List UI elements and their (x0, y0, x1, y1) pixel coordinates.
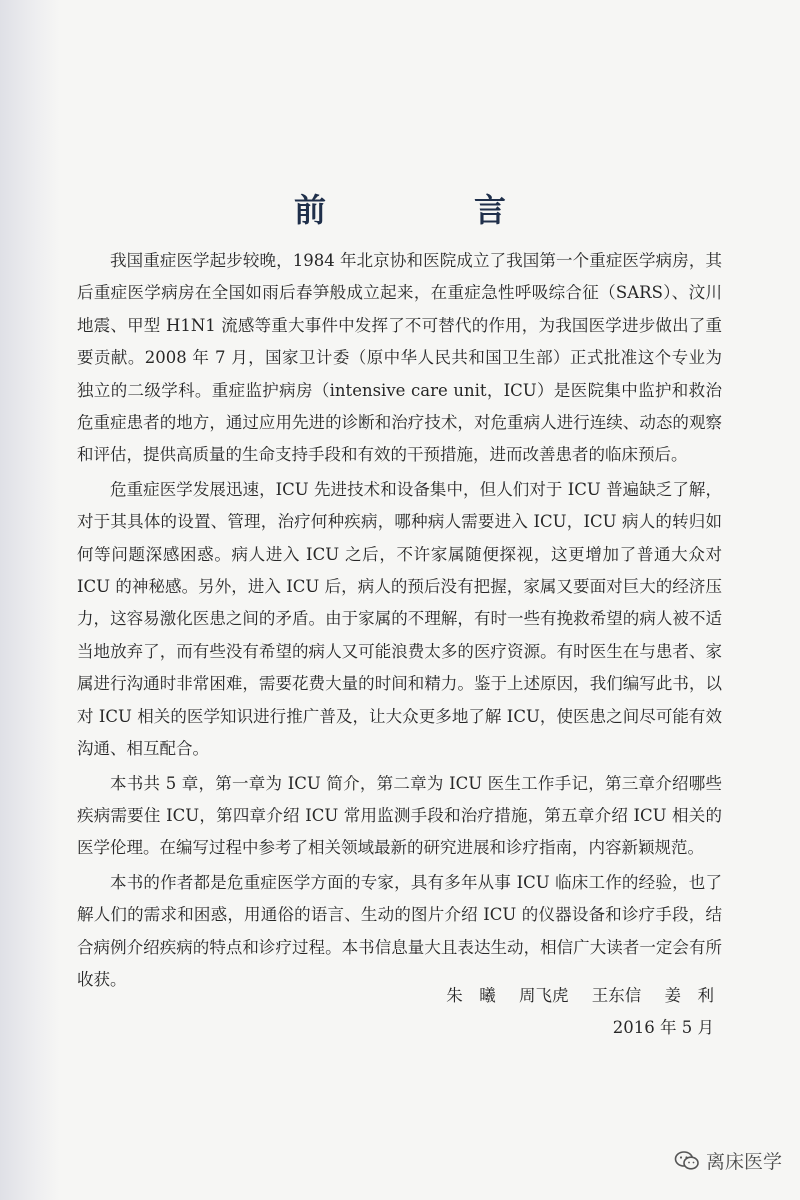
watermark (674, 1147, 782, 1174)
author-4: 姜 利 (664, 986, 714, 1005)
page-title: 前 言 (293, 191, 564, 230)
paragraph-2: 危重症医学发展迅速，ICU 先进技术和设备集中，但人们对于 ICU 普遍缺乏了解，对于其具体的设置、管理，治疗何种疾病，哪种病人需要进入 ICU，ICU 病人的转归如何等问题深感困惑。病人进入 ICU 之后，不许家属随便探视，这更增加了普通大众对 ICU 的神秘感。另外，进入 ICU 后，病人的预后没有把握，家属又要面对巨大的经济压力，这容易激化医患之间的矛盾。由于家属的不理解，有时一些有挽救希望的病人被不适当地放弃了，而有些没有希望的病人又可能浪费太多的医疗资源。有时医生在与患者、家属进行沟通时非常困难，需要花费大量的时间和精力。鉴于上述原因，我们编写此书，以对 ICU 相关的医学知识进行推广普及，让大众更多地了解 ICU，使医患之间尽可能有效沟通、相互配合。 (77, 479, 722, 759)
author-2: 周飞虎 (519, 986, 569, 1005)
author-list (428, 980, 714, 1012)
page-binding-shadow (0, 0, 60, 1200)
paragraph-1: 我国重症医学起步较晚，1984 年北京协和医院成立了我国第一个重症医学病房，其后重症医学病房在全国如雨后春笋般成立起来，在重症急性呼吸综合征（SARS）、汶川地震、甲型 H1N1 流感等重大事件中发挥了不可替代的作用，为我国医学进步做出了重要贡献。2008 年 7 月，国家卫计委（原中华人民共和国卫生部）正式批准这个专业为独立的二级学科。重症监护病房（intensive care unit，ICU）是医院集中监护和救治危重症患者的地方，通过应用先进的诊断和治疗技术，对危重病人进行连续、动态的观察和评估，提供高质量的生命支持手段和有效的干预措施，进而改善患者的临床预后。 (77, 251, 722, 465)
author-3: 王东信 (591, 986, 642, 1005)
watermark-text: 离床医学 (705, 1151, 782, 1173)
paragraph-4: 本书的作者都是危重症医学方面的专家，具有多年从事 ICU 临床工作的经验，也了解人们的需求和困惑，用通俗的语言、生动的图片介绍 ICU 的仪器设备和诊疗手段，结合病例介绍疾病的特点和诊疗过程。本书信息量大且表达生动，相信广大读者一定会有所收获。 (77, 872, 722, 989)
date: 2016 年 5 月 (612, 1018, 714, 1037)
paragraph-3: 本书共 5 章，第一章为 ICU 简介，第二章为 ICU 医生工作手记，第三章介绍哪些疾病需要住 ICU，第四章介绍 ICU 常用监测手段和治疗措施，第五章介绍 ICU 相关的医学伦理。在编写过程中参考了相关领域最新的研究进展和诊疗指南，内容新颖规范。 (77, 773, 722, 858)
author-1: 朱 曦 (446, 986, 496, 1005)
preface-body (77, 245, 722, 998)
signature-block (428, 980, 714, 1044)
wechat-icon (674, 1150, 700, 1172)
